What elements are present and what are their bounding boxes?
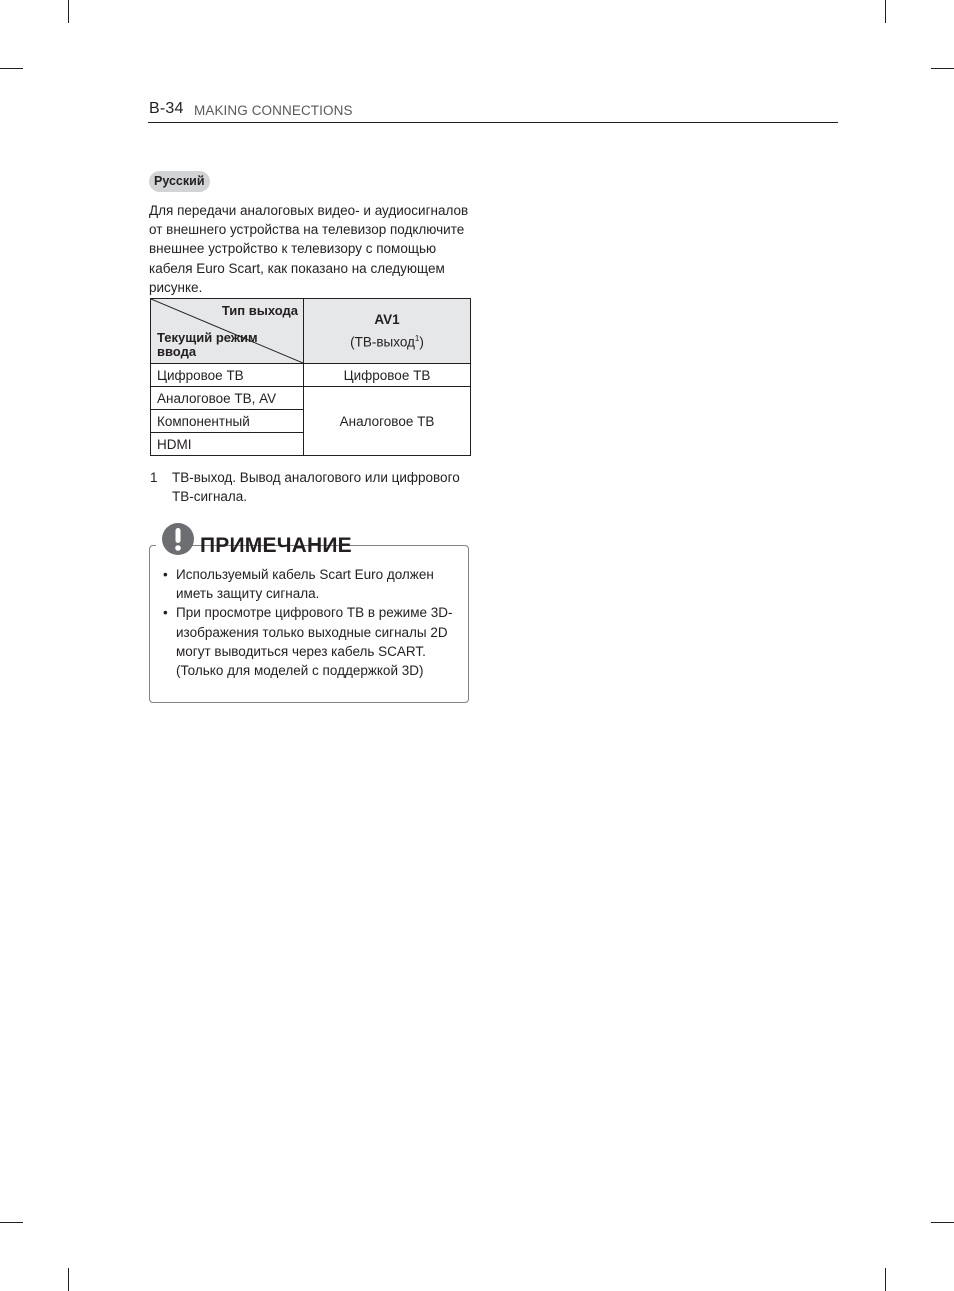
crop-mark [0, 68, 23, 69]
section-title: MAKING CONNECTIONS [194, 103, 353, 118]
bullet-icon: • [163, 605, 168, 621]
footnote [150, 468, 470, 506]
note-item-text: Используемый кабель Scart Euro должен иметь защиту сигнала. [176, 567, 434, 602]
av1-title: AV1 [374, 312, 400, 328]
list-item [159, 565, 459, 603]
crop-mark [0, 1222, 23, 1223]
input-mode-cell: Аналоговое ТВ, AV [151, 387, 304, 410]
note-title: ПРИМЕЧАНИЕ [200, 534, 352, 557]
footnote-text: ТВ-выход. Вывод аналогового или цифрового ТВ-сигнала. [172, 470, 460, 505]
footnote-mark: 1 [414, 334, 420, 344]
crop-mark [931, 68, 954, 69]
note-header [156, 521, 352, 557]
av1-subtitle-text: (ТВ-выход [350, 334, 415, 350]
intro-paragraph: Для передачи аналоговых видео- и аудиосигналов от внешнего устройства на телевизор подключите внешнее устройство к телевизору с помощью кабеля Euro Scart, как показано на следующем рисунке. [149, 203, 469, 295]
page-header [148, 100, 838, 123]
language-badge: Русский [149, 171, 210, 192]
corner-input-mode-label: Текущий режим ввода [157, 330, 258, 359]
corner-output-type-label: Тип выхода [221, 303, 298, 318]
av1-subtitle [304, 329, 470, 352]
note-list [159, 565, 459, 680]
crop-mark [885, 0, 886, 23]
input-mode-cell: HDMI [151, 433, 304, 456]
table-corner-cell [151, 299, 304, 364]
table-header-row [151, 299, 471, 364]
output-value-cell: Аналоговое ТВ [304, 387, 471, 456]
bullet-icon: • [163, 567, 168, 582]
note-item-text: При просмотре цифрового ТВ в режиме 3D-изображения только выходные сигналы 2D могут выводиться через кабель SCART. (Только для моделей с поддержкой 3D) [176, 605, 453, 679]
list-item [159, 603, 459, 680]
table-row [151, 387, 471, 410]
crop-mark [885, 1268, 886, 1291]
av1-subtitle-close: ) [419, 334, 424, 350]
crop-mark [931, 1222, 954, 1223]
input-mode-cell: Компонентный [151, 410, 304, 433]
av1-header-cell [304, 299, 471, 364]
output-mode-table [150, 298, 471, 456]
output-value-cell: Цифровое ТВ [304, 364, 471, 387]
input-mode-cell: Цифровое ТВ [151, 364, 304, 387]
exclamation-icon [162, 523, 194, 555]
crop-mark [68, 1268, 69, 1291]
footnote-number: 1 [150, 470, 158, 485]
table-row [151, 364, 471, 387]
crop-mark [68, 0, 69, 23]
page-number: B-34 [149, 100, 184, 117]
